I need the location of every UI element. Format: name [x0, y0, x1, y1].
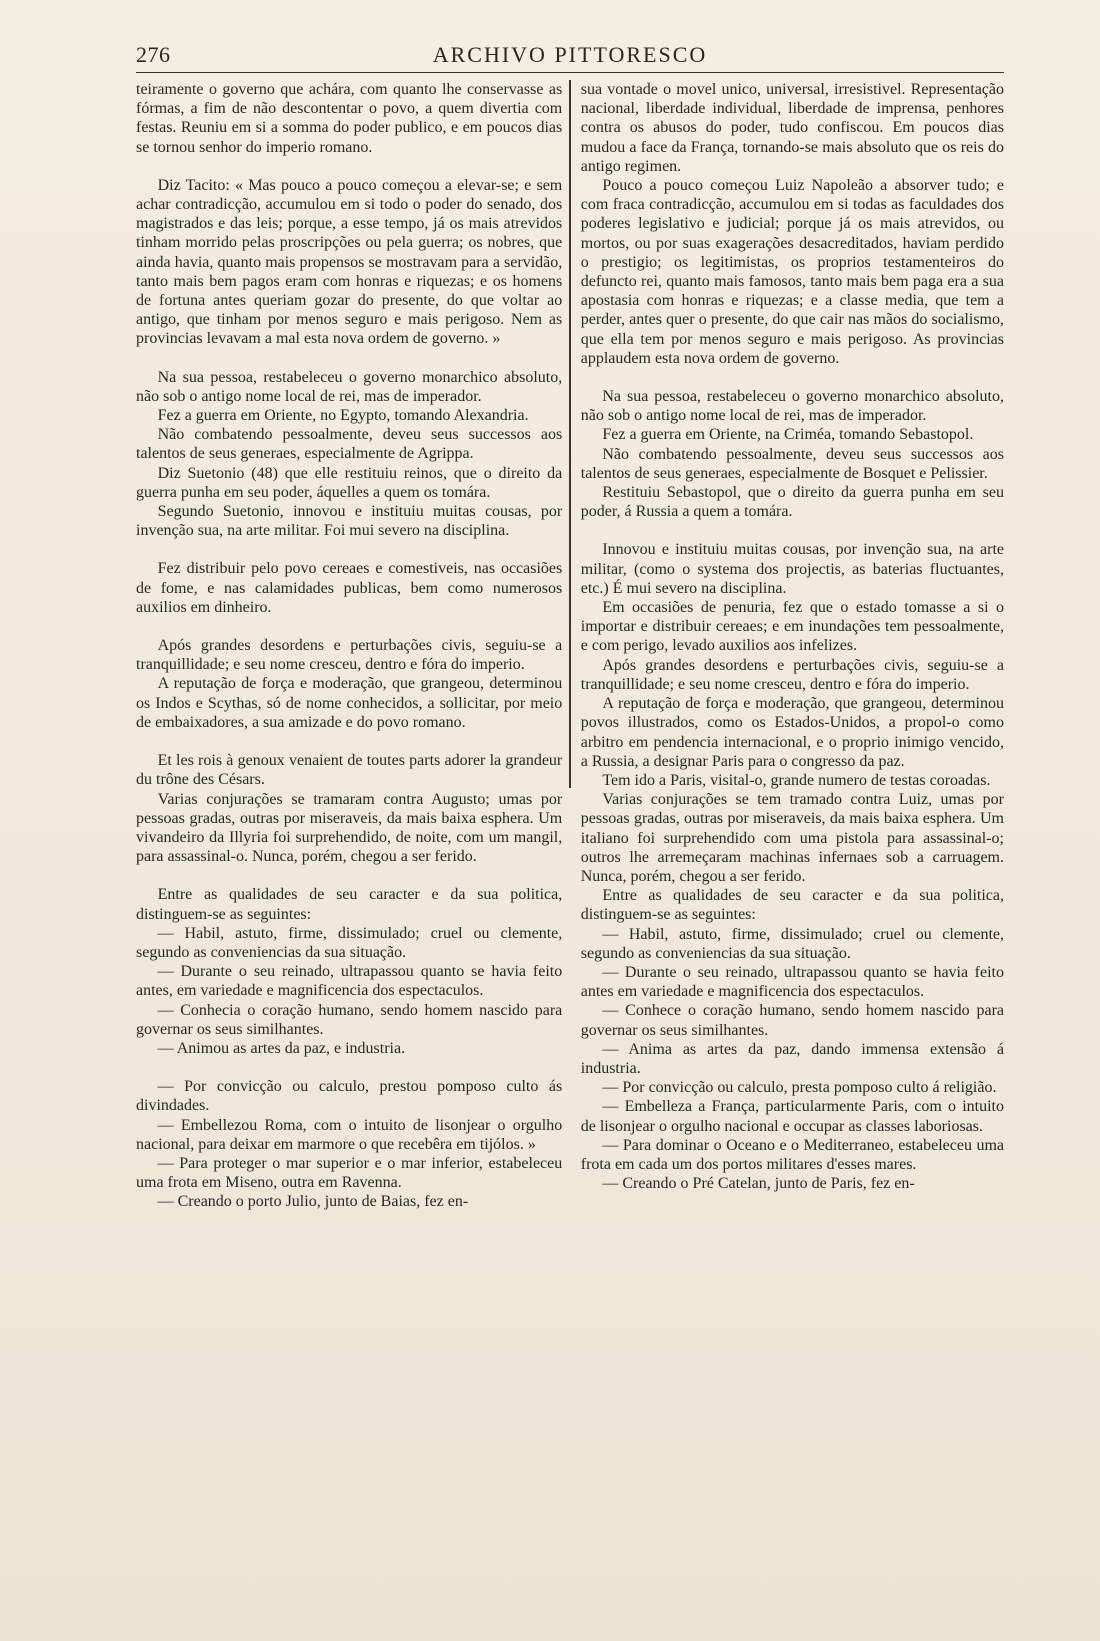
paragraph: Varias conjurações se tramaram contra Augusto; umas por pessoas gradas, outras por miseraveis, da mais baixa esphera. Um vivandeiro da Illyria foi surprehendido, de noite, com um mangil, para assassinal-o. Nunca, porém, chegou a ser ferido.: [136, 790, 563, 866]
paragraph: — Durante o seu reinado, ultrapassou quanto se havia feito antes, em variedade e magnificencia dos espectaculos.: [136, 963, 563, 1000]
paragraph: Após grandes desordens e perturbações civis, seguiu-se a tranquillidade; e seu nome cresceu, dentro e fóra do imperio.: [136, 637, 563, 674]
paragraph: Fez distribuir pelo povo cereaes e comestiveis, nas occasiões de fome, e nas calamidades publicas, bem como numerosos auxilios em dinheiro.: [136, 560, 563, 616]
paragraph: Fez a guerra em Oriente, na Criméa, tomando Sebastopol.: [602, 426, 974, 444]
left-column: [136, 80, 569, 1611]
paragraph: Na sua pessoa, restabeleceu o governo monarchico absoluto, não sob o antigo nome local de rei, mas de imperador.: [580, 388, 1004, 425]
paragraph: Não combatendo pessoalmente, deveu seus successos aos talentos de seus generaes, especialmente de Agrippa.: [136, 426, 563, 463]
paragraph: — Para dominar o Oceano e o Mediterraneo, estabeleceu uma frota em cada um dos portos militares d'esses mares.: [580, 1136, 1004, 1173]
paragraph: — Habil, astuto, firme, dissimulado; cruel ou clemente, segundo as conveniencias da sua situação.: [580, 925, 1004, 962]
paragraph: Entre as qualidades de seu caracter e da sua politica, distinguem-se as seguintes:: [136, 886, 563, 923]
paragraph: A reputação de força e moderação, que grangeou, determinou os Indos e Scythas, só de nome conhecidos, a sollicitar, por meio de embaixadores, a sua amizade e do povo romano.: [136, 675, 563, 731]
paragraph: sua vontade o movel unico, universal, irresistivel. Representação nacional, liberdade individual, liberdade de imprensa, penhores contra os abusos do poder, tudo confiscou. Em poucos dias mudou a face da França, tornando-se mais absoluto que os reis do antigo regimen.: [580, 81, 1004, 175]
paragraph: Em occasiões de penuria, fez que o estado tomasse a si o importar e distribuir cereaes; e em inundações tem pessoalmente, e com perigo, levado auxilios aos infelizes.: [580, 599, 1004, 655]
paragraph: Diz Tacito: « Mas pouco a pouco começou a elevar-se; e sem achar contradicção, accumulou em si todo o poder do senado, dos magistrados e das leis; porque, a esse tempo, já os mais atrevidos tinham morrido pelas proscripções ou pela guerra; os nobres, que ainda havia, quanto mais propensos se mostravam para a servidão, tanto mais bem pagos eram com honras e riquezas; e os homens de fortuna antes queriam gozar do presente, do que voltar ao antigo, que tinham por menos seguro e mais perigoso. Nem as provincias levavam a mal esta nova ordem de governo. »: [136, 176, 563, 348]
paragraph: Diz Suetonio (48) que elle restituiu reinos, que o direito da guerra punha em seu poder, áquelles a quem os tomára.: [136, 464, 563, 501]
paragraph: Et les rois à genoux venaient de toutes parts adorer la grandeur du trône des Césars.: [136, 752, 563, 789]
text-columns: [136, 80, 1004, 1611]
paragraph: teiramente o governo que achára, com quanto lhe conservasse as fórmas, a fim de não descontentar o povo, a quem divertia com festas. Reuniu em si a somma do poder publico, e em poucos dias se tornou senhor do imperio romano.: [136, 81, 563, 156]
page-header: [136, 40, 1004, 73]
paragraph: — Creando o Pré Catelan, junto de Paris, fez en-: [602, 1175, 915, 1193]
paragraph: — Creando o porto Julio, junto de Baias, fez en-: [157, 1193, 469, 1211]
paragraph: — Embelleza a França, particularmente Paris, com o intuito de lisonjear o orgulho nacional e occupar as classes laboriosas.: [580, 1098, 1004, 1135]
paragraph: Innovou e instituiu muitas cousas, por invenção sua, na arte militar, (como o systema dos projectis, as baterias fluctuantes, etc.) É mui severo na disciplina.: [580, 541, 1004, 597]
right-column: [571, 80, 1004, 1611]
paragraph: Após grandes desordens e perturbações civis, seguiu-se a tranquillidade; e seu nome cresceu, dentro e fóra do imperio.: [580, 656, 1004, 693]
page-number: 276: [136, 42, 171, 67]
paragraph: — Por convicção ou calculo, prestou pomposo culto ás divindades.: [136, 1078, 563, 1115]
paragraph: — Embellezou Roma, com o intuito de lisonjear o orgulho nacional, para deixar em marmore o que recebêra em tijólos. »: [136, 1116, 563, 1153]
paragraph: Tem ido a Paris, visital-o, grande numero de testas coroadas.: [602, 771, 991, 789]
paragraph: — Habil, astuto, firme, dissimulado; cruel ou clemente, segundo as conveniencias da sua situação.: [136, 924, 563, 961]
paragraph: — Animou as artes da paz, e industria.: [157, 1039, 406, 1057]
paragraph: — Conhece o coração humano, sendo homem nascido para governar os seus similhantes.: [580, 1002, 1004, 1039]
paragraph: — Por convicção ou calculo, presta pomposo culto á religião.: [602, 1079, 997, 1097]
paragraph: Varias conjurações se tem tramado contra Luiz, umas por pessoas gradas, outras por miseraveis, da mais baixa esphera. Um italiano foi surprehendido com uma pistola para assassinal-o; outros lhe arremeçaram machinas infernaes sob a carruagem. Nunca, porém, chegou a ser ferido.: [580, 791, 1004, 885]
column-rule: [569, 80, 571, 1611]
paragraph: Fez a guerra em Oriente, no Egypto, tomando Alexandria.: [157, 407, 529, 425]
paragraph: — Para proteger o mar superior e o mar inferior, estabeleceu uma frota em Miseno, outra em Ravenna.: [136, 1154, 563, 1192]
running-title: ARCHIVO PITTORESCO: [432, 42, 708, 67]
paragraph: Restituiu Sebastopol, que o direito da guerra punha em seu poder, á Russia a quem a tomára.: [580, 484, 1004, 521]
paragraph: A reputação de força e moderação, que grangeou, determinou povos illustrados, como os Estados-Unidos, a propol-o como arbitro em pendencia internacional, e o proprio inimigo vencido, a Russia, a designar Paris para o congresso da paz.: [580, 695, 1004, 770]
paragraph: — Conhecia o coração humano, sendo homem nascido para governar os seus similhantes.: [136, 1001, 563, 1038]
paragraph: — Durante o seu reinado, ultrapassou quanto se havia feito antes em variedade e magnificencia dos espectaculos.: [580, 963, 1004, 1001]
paragraph: Entre as qualidades de seu caracter e da sua politica, distinguem-se as seguintes:: [580, 887, 1004, 924]
paragraph: Segundo Suetonio, innovou e instituiu muitas cousas, por invenção sua, na arte militar. Foi mui severo na disciplina.: [136, 503, 563, 540]
paragraph: — Anima as artes da paz, dando immensa extensão á industria.: [580, 1040, 1004, 1077]
paragraph: Pouco a pouco começou Luiz Napoleão a absorver tudo; e com fraca contradicção, accumulou em si todas as faculdades dos poderes legislativo e judicial; porque já os mais atrevidos, ou mortos, ou por suas exagerações desacreditados, haviam perdido o prestigio; os legitimistas, os proprios testamenteiros do defuncto rei, quanto mais famosos, tanto mais bem paga era a sua apostasia com honras e riquezas; e a classe media, que tem a perder, antes quer o presente, do que cair nas mãos do socialismo, que ella tem por menos seguro e mais perigoso. As provincias applaudem esta nova ordem de governo.: [580, 177, 1004, 367]
paragraph: Na sua pessoa, restabeleceu o governo monarchico absoluto, não sob o antigo nome local de rei, mas de imperador.: [136, 368, 563, 405]
paragraph: Não combatendo pessoalmente, deveu seus successos aos talentos de seus generaes, especialmente de Bosquet e Pelissier.: [580, 445, 1004, 482]
